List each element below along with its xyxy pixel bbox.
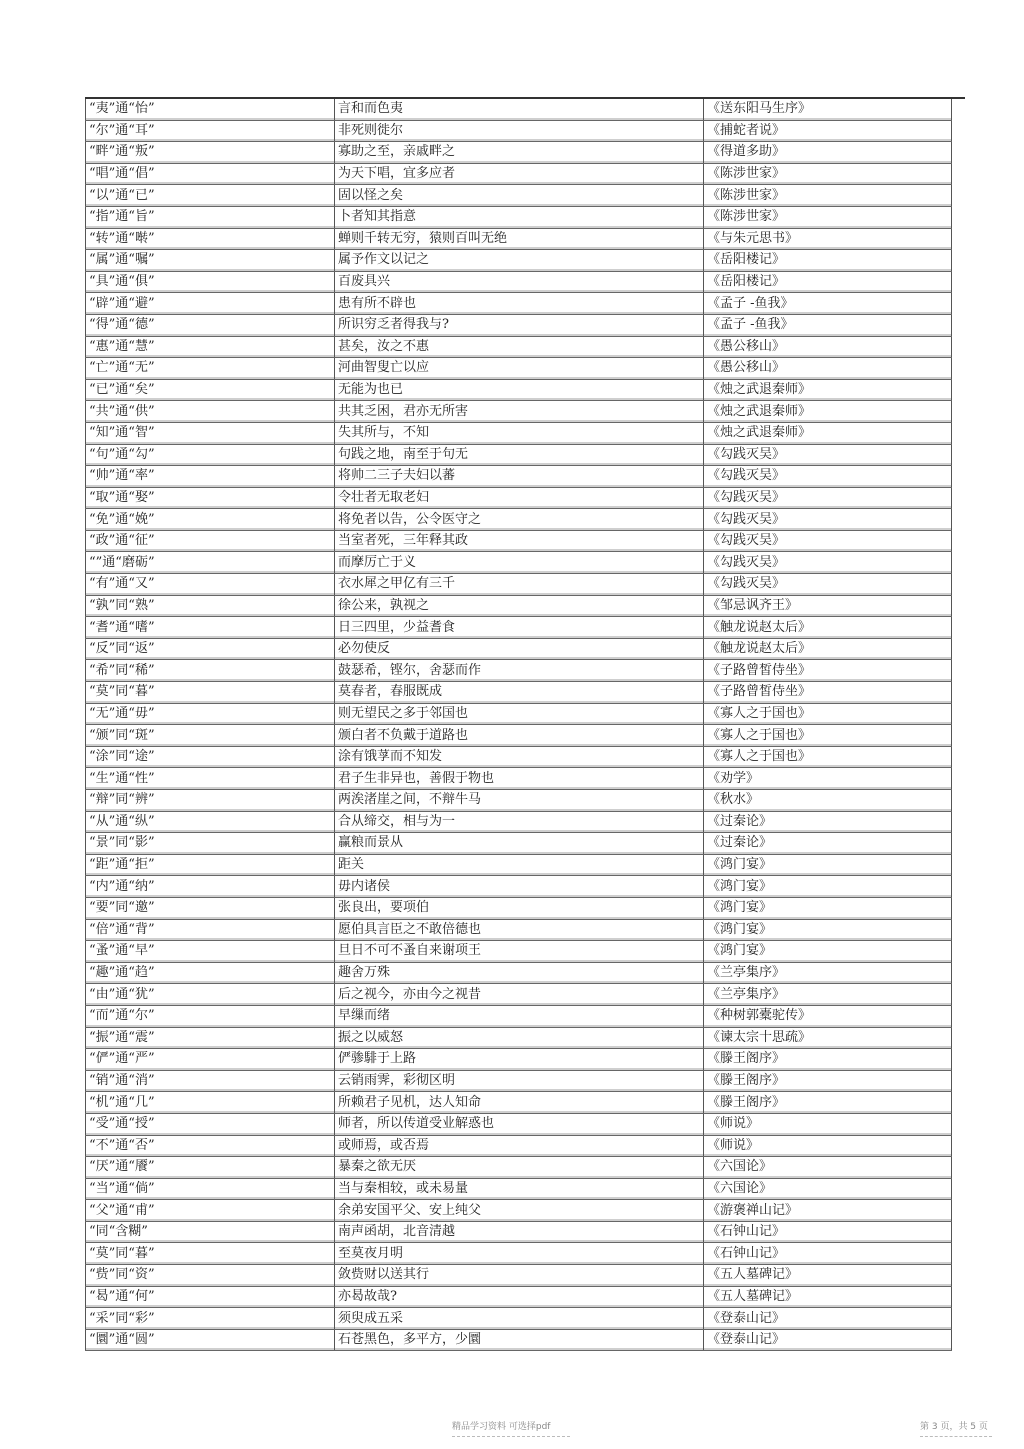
source-title-cell: 《勾践灭吴》 <box>704 444 952 466</box>
example-sentence-cell: 余弟安国平父、安上纯父 <box>335 1200 704 1222</box>
source-title-cell: 《过秦论》 <box>704 833 952 855</box>
variant-pair-cell: “涂”同“途” <box>86 746 335 768</box>
source-title-cell: 《兰亭集序》 <box>704 984 952 1006</box>
footer-source-label: 精品学习资料 可选择pdf <box>452 1422 551 1432</box>
example-sentence-cell: 云销雨霁，彩彻区明 <box>335 1070 704 1092</box>
source-title-cell: 《子路曾皙侍坐》 <box>704 660 952 682</box>
example-sentence-cell: 须臾成五采 <box>335 1308 704 1330</box>
source-title-cell: 《勾践灭吴》 <box>704 466 952 488</box>
example-sentence-cell: 敛赀财以送其行 <box>335 1265 704 1287</box>
source-title-cell: 《六国论》 <box>704 1178 952 1200</box>
example-sentence-cell: 卜者知其指意 <box>335 206 704 228</box>
example-sentence-cell: 俨骖騑于上路 <box>335 1049 704 1071</box>
source-title-cell: 《寡人之于国也》 <box>704 746 952 768</box>
footer-divider-right <box>920 1436 992 1437</box>
source-title-cell: 《勾践灭吴》 <box>704 530 952 552</box>
variant-pair-cell: “趣”通“趋” <box>86 962 335 984</box>
variant-pair-cell: “帅”通“率” <box>86 466 335 488</box>
variant-pair-cell: “惠”通“慧” <box>86 336 335 358</box>
variant-pair-cell: “厌”通“餍” <box>86 1157 335 1179</box>
source-title-cell: 《触龙说赵太后》 <box>704 638 952 660</box>
variant-pair-cell: “句”通“勾” <box>86 444 335 466</box>
variant-pair-cell: “赀”同“资” <box>86 1265 335 1287</box>
table-row <box>86 1200 952 1222</box>
example-sentence-cell: 句践之地，南至于句无 <box>335 444 704 466</box>
source-title-cell: 《触龙说赵太后》 <box>704 617 952 639</box>
example-sentence-cell: 令壮者无取老妇 <box>335 487 704 509</box>
table-row <box>86 1113 952 1135</box>
example-sentence-cell: 或师焉，或否焉 <box>335 1135 704 1157</box>
variant-pair-cell: “反”同“返” <box>86 638 335 660</box>
variant-pair-cell: “由”通“犹” <box>86 984 335 1006</box>
source-title-cell: 《劝学》 <box>704 768 952 790</box>
example-sentence-cell: 南声函胡，北音清越 <box>335 1221 704 1243</box>
example-sentence-cell: 无能为也已 <box>335 379 704 401</box>
variant-pair-cell: “采”同“彩” <box>86 1308 335 1330</box>
source-title-cell: 《鸿门宴》 <box>704 897 952 919</box>
source-title-cell: 《孟子 -鱼我》 <box>704 314 952 336</box>
example-sentence-cell: 暴秦之欲无厌 <box>335 1157 704 1179</box>
table-row <box>86 1286 952 1308</box>
source-title-cell: 《勾践灭吴》 <box>704 552 952 574</box>
table-row <box>86 250 952 272</box>
example-sentence-cell: 石苍黑色，多平方，少圜 <box>335 1329 704 1351</box>
source-title-cell: 《六国论》 <box>704 1157 952 1179</box>
example-sentence-cell: 涂有饿莩而不知发 <box>335 746 704 768</box>
source-title-cell: 《登泰山记》 <box>704 1308 952 1330</box>
example-sentence-cell: 患有所不辟也 <box>335 293 704 315</box>
variant-pair-cell: “倍”通“背” <box>86 919 335 941</box>
variant-character-table <box>85 97 951 1351</box>
table-row <box>86 466 952 488</box>
source-title-cell: 《五人墓碑记》 <box>704 1286 952 1308</box>
variant-pair-cell: “尔”通“耳” <box>86 120 335 142</box>
table-row <box>86 228 952 250</box>
variant-pair-cell: “辟”通“避” <box>86 293 335 315</box>
example-sentence-cell: 蝉则千转无穷，猿则百叫无绝 <box>335 228 704 250</box>
source-title-cell: 《滕王阁序》 <box>704 1092 952 1114</box>
example-sentence-cell: 甚矣，汝之不惠 <box>335 336 704 358</box>
variant-pair-cell: “孰”同“熟” <box>86 595 335 617</box>
table-row <box>86 99 952 120</box>
example-sentence-cell: 所识穷乏者得我与? <box>335 314 704 336</box>
source-title-cell: 《陈涉世家》 <box>704 163 952 185</box>
source-title-cell: 《秋水》 <box>704 790 952 812</box>
example-sentence-cell: 两涘渚崖之间，不辩牛马 <box>335 790 704 812</box>
source-title-cell: 《石钟山记》 <box>704 1243 952 1265</box>
variant-pair-cell: “而”通“尔” <box>86 1005 335 1027</box>
variant-pair-cell: “得”通“德” <box>86 314 335 336</box>
variant-pair-cell: “指”通“旨” <box>86 206 335 228</box>
variant-pair-cell: “振”通“震” <box>86 1027 335 1049</box>
table-row <box>86 401 952 423</box>
variant-pair-cell: “政”通“征” <box>86 530 335 552</box>
example-sentence-cell: 所赖君子见机，达人知命 <box>335 1092 704 1114</box>
source-title-cell: 《鸿门宴》 <box>704 854 952 876</box>
source-title-cell: 《五人墓碑记》 <box>704 1265 952 1287</box>
example-sentence-cell: 当与秦相较，或未易量 <box>335 1178 704 1200</box>
table-row <box>86 703 952 725</box>
example-sentence-cell: 君子生非异也，善假于物也 <box>335 768 704 790</box>
variant-pair-cell: “曷”通“何” <box>86 1286 335 1308</box>
source-title-cell: 《滕王阁序》 <box>704 1070 952 1092</box>
source-title-cell: 《烛之武退秦师》 <box>704 401 952 423</box>
source-title-cell: 《过秦论》 <box>704 811 952 833</box>
example-sentence-cell: 共其乏困，君亦无所害 <box>335 401 704 423</box>
example-sentence-cell: 百废具兴 <box>335 271 704 293</box>
table-row <box>86 487 952 509</box>
example-sentence-cell: 属予作文以记之 <box>335 250 704 272</box>
example-sentence-cell: 颁白者不负戴于道路也 <box>335 725 704 747</box>
source-title-cell: 《寡人之于国也》 <box>704 725 952 747</box>
variant-pair-cell: “机”通“几” <box>86 1092 335 1114</box>
example-sentence-cell: 而摩厉亡于义 <box>335 552 704 574</box>
table-row <box>86 897 952 919</box>
source-title-cell: 《兰亭集序》 <box>704 962 952 984</box>
variant-pair-cell: “亡”通“无” <box>86 358 335 380</box>
table <box>85 99 952 1351</box>
example-sentence-cell: 赢粮而景从 <box>335 833 704 855</box>
source-title-cell: 《陈涉世家》 <box>704 185 952 207</box>
example-sentence-cell: 将帅二三子夫妇以蕃 <box>335 466 704 488</box>
variant-pair-cell: “莫”同“暮” <box>86 1243 335 1265</box>
table-row <box>86 854 952 876</box>
variant-pair-cell: “有”通“又” <box>86 574 335 596</box>
table-row <box>86 638 952 660</box>
source-title-cell: 《烛之武退秦师》 <box>704 422 952 444</box>
source-title-cell: 《孟子 -鱼我》 <box>704 293 952 315</box>
source-title-cell: 《师说》 <box>704 1113 952 1135</box>
table-row <box>86 422 952 444</box>
table-row <box>86 379 952 401</box>
variant-pair-cell: “不”通“否” <box>86 1135 335 1157</box>
example-sentence-cell: 后之视今，亦由今之视昔 <box>335 984 704 1006</box>
table-row <box>86 1092 952 1114</box>
example-sentence-cell: 趣舍万殊 <box>335 962 704 984</box>
variant-pair-cell: “生”通“性” <box>86 768 335 790</box>
example-sentence-cell: 非死则徙尔 <box>335 120 704 142</box>
table-row <box>86 941 952 963</box>
source-title-cell: 《得道多助》 <box>704 142 952 164</box>
source-title-cell: 《石钟山记》 <box>704 1221 952 1243</box>
example-sentence-cell: 至莫夜月明 <box>335 1243 704 1265</box>
footer-page-number: 第 3 页，共 5 页 <box>920 1422 988 1432</box>
source-title-cell: 《寡人之于国也》 <box>704 703 952 725</box>
source-title-cell: 《邹忌讽齐王》 <box>704 595 952 617</box>
table-row <box>86 314 952 336</box>
source-title-cell: 《师说》 <box>704 1135 952 1157</box>
example-sentence-cell: 徐公来，孰视之 <box>335 595 704 617</box>
variant-pair-cell: “知”通“智” <box>86 422 335 444</box>
example-sentence-cell: 师者，所以传道受业解惑也 <box>335 1113 704 1135</box>
source-title-cell: 《种树郭橐驼传》 <box>704 1005 952 1027</box>
table-row <box>86 617 952 639</box>
example-sentence-cell: 莫春者，春服既成 <box>335 682 704 704</box>
table-row <box>86 185 952 207</box>
example-sentence-cell: 愿伯具言臣之不敢倍德也 <box>335 919 704 941</box>
variant-pair-cell: “具”通“俱” <box>86 271 335 293</box>
source-title-cell: 《鸿门宴》 <box>704 919 952 941</box>
example-sentence-cell: 必勿使反 <box>335 638 704 660</box>
example-sentence-cell: 合从缔交，相与为一 <box>335 811 704 833</box>
example-sentence-cell: 当室者死，三年释其政 <box>335 530 704 552</box>
table-row <box>86 919 952 941</box>
table-row <box>86 336 952 358</box>
variant-pair-cell: “以”通“已” <box>86 185 335 207</box>
variant-pair-cell: “距”通“拒” <box>86 854 335 876</box>
footer-divider-left <box>452 1436 570 1437</box>
variant-pair-cell: “共”通“供” <box>86 401 335 423</box>
source-title-cell: 《游褒禅山记》 <box>704 1200 952 1222</box>
table-row <box>86 1308 952 1330</box>
example-sentence-cell: 则无望民之多于邻国也 <box>335 703 704 725</box>
table-row <box>86 206 952 228</box>
variant-pair-cell: “蚤”通“早” <box>86 941 335 963</box>
table-row <box>86 509 952 531</box>
example-sentence-cell: 将免者以告，公令医守之 <box>335 509 704 531</box>
variant-pair-cell: “耆”通“嗜” <box>86 617 335 639</box>
table-row <box>86 1243 952 1265</box>
source-title-cell: 《谏太宗十思疏》 <box>704 1027 952 1049</box>
table-row <box>86 1005 952 1027</box>
table-row <box>86 725 952 747</box>
example-sentence-cell: 振之以威怒 <box>335 1027 704 1049</box>
variant-pair-cell: “希”同“稀” <box>86 660 335 682</box>
source-title-cell: 《愚公移山》 <box>704 358 952 380</box>
variant-pair-cell: “”通“磨砺” <box>86 552 335 574</box>
variant-pair-cell: “免”通“娩” <box>86 509 335 531</box>
table-row <box>86 768 952 790</box>
source-title-cell: 《愚公移山》 <box>704 336 952 358</box>
table-row <box>86 271 952 293</box>
source-title-cell: 《鸿门宴》 <box>704 941 952 963</box>
variant-pair-cell: “唱”通“倡” <box>86 163 335 185</box>
source-title-cell: 《登泰山记》 <box>704 1329 952 1351</box>
example-sentence-cell: 日三四里，少益耆食 <box>335 617 704 639</box>
example-sentence-cell: 河曲智叟亡以应 <box>335 358 704 380</box>
source-title-cell: 《陈涉世家》 <box>704 206 952 228</box>
table-row <box>86 1265 952 1287</box>
example-sentence-cell: 言和而色夷 <box>335 99 704 120</box>
table-row <box>86 358 952 380</box>
example-sentence-cell: 毋内诸侯 <box>335 876 704 898</box>
table-row <box>86 876 952 898</box>
table-row <box>86 120 952 142</box>
variant-pair-cell: “夷”通“怡” <box>86 99 335 120</box>
example-sentence-cell: 旦日不可不蚤自来谢项王 <box>335 941 704 963</box>
variant-pair-cell: “已”通“矣” <box>86 379 335 401</box>
variant-pair-cell: “莫”同“暮” <box>86 682 335 704</box>
example-sentence-cell: 寡助之至，亲戚畔之 <box>335 142 704 164</box>
table-row <box>86 833 952 855</box>
table-row <box>86 444 952 466</box>
variant-pair-cell: “取”通“娶” <box>86 487 335 509</box>
example-sentence-cell: 失其所与，不知 <box>335 422 704 444</box>
variant-pair-cell: “景”同“影” <box>86 833 335 855</box>
table-row <box>86 1178 952 1200</box>
source-title-cell: 《鸿门宴》 <box>704 876 952 898</box>
source-title-cell: 《滕王阁序》 <box>704 1049 952 1071</box>
table-row <box>86 746 952 768</box>
source-title-cell: 《勾践灭吴》 <box>704 574 952 596</box>
table-row <box>86 1070 952 1092</box>
table-row <box>86 962 952 984</box>
table-row <box>86 984 952 1006</box>
source-title-cell: 《送东阳马生序》 <box>704 99 952 120</box>
source-title-cell: 《烛之武退秦师》 <box>704 379 952 401</box>
table-row <box>86 682 952 704</box>
table-row <box>86 1027 952 1049</box>
table-row <box>86 790 952 812</box>
table-row <box>86 552 952 574</box>
variant-pair-cell: “属”通“嘱” <box>86 250 335 272</box>
example-sentence-cell: 张良出，要项伯 <box>335 897 704 919</box>
table-row <box>86 574 952 596</box>
example-sentence-cell: 固以怪之矣 <box>335 185 704 207</box>
table-row <box>86 660 952 682</box>
source-title-cell: 《与朱元思书》 <box>704 228 952 250</box>
variant-pair-cell: “无”通“毋” <box>86 703 335 725</box>
table-row <box>86 1221 952 1243</box>
table-row <box>86 163 952 185</box>
variant-pair-cell: “俨”通“严” <box>86 1049 335 1071</box>
table-body <box>86 99 952 1351</box>
variant-pair-cell: “从”通“纵” <box>86 811 335 833</box>
example-sentence-cell: 为天下唱，宜多应者 <box>335 163 704 185</box>
source-title-cell: 《勾践灭吴》 <box>704 509 952 531</box>
variant-pair-cell: “畔”通“叛” <box>86 142 335 164</box>
variant-pair-cell: “内”通“纳” <box>86 876 335 898</box>
source-title-cell: 《勾践灭吴》 <box>704 487 952 509</box>
source-title-cell: 《岳阳楼记》 <box>704 250 952 272</box>
example-sentence-cell: 距关 <box>335 854 704 876</box>
variant-pair-cell: “圜”通“圆” <box>86 1329 335 1351</box>
variant-pair-cell: “辩”同“辨” <box>86 790 335 812</box>
table-row <box>86 1329 952 1351</box>
table-row <box>86 530 952 552</box>
table-row <box>86 1135 952 1157</box>
variant-pair-cell: “受”通“授” <box>86 1113 335 1135</box>
variant-pair-cell: “同“含糊” <box>86 1221 335 1243</box>
table-row <box>86 1049 952 1071</box>
table-row <box>86 293 952 315</box>
table-row <box>86 1157 952 1179</box>
variant-pair-cell: “转”通“啭” <box>86 228 335 250</box>
example-sentence-cell: 鼓瑟希，铿尔，舍瑟而作 <box>335 660 704 682</box>
variant-pair-cell: “当”通“倘” <box>86 1178 335 1200</box>
variant-pair-cell: “销”通“消” <box>86 1070 335 1092</box>
source-title-cell: 《捕蛇者说》 <box>704 120 952 142</box>
source-title-cell: 《岳阳楼记》 <box>704 271 952 293</box>
table-row <box>86 811 952 833</box>
variant-pair-cell: “父”通“甫” <box>86 1200 335 1222</box>
source-title-cell: 《子路曾皙侍坐》 <box>704 682 952 704</box>
example-sentence-cell: 衣水犀之甲亿有三千 <box>335 574 704 596</box>
example-sentence-cell: 早缫而绪 <box>335 1005 704 1027</box>
table-row <box>86 595 952 617</box>
variant-pair-cell: “要”同“邀” <box>86 897 335 919</box>
table-row <box>86 142 952 164</box>
variant-pair-cell: “颁”同“斑” <box>86 725 335 747</box>
example-sentence-cell: 亦曷故哉? <box>335 1286 704 1308</box>
